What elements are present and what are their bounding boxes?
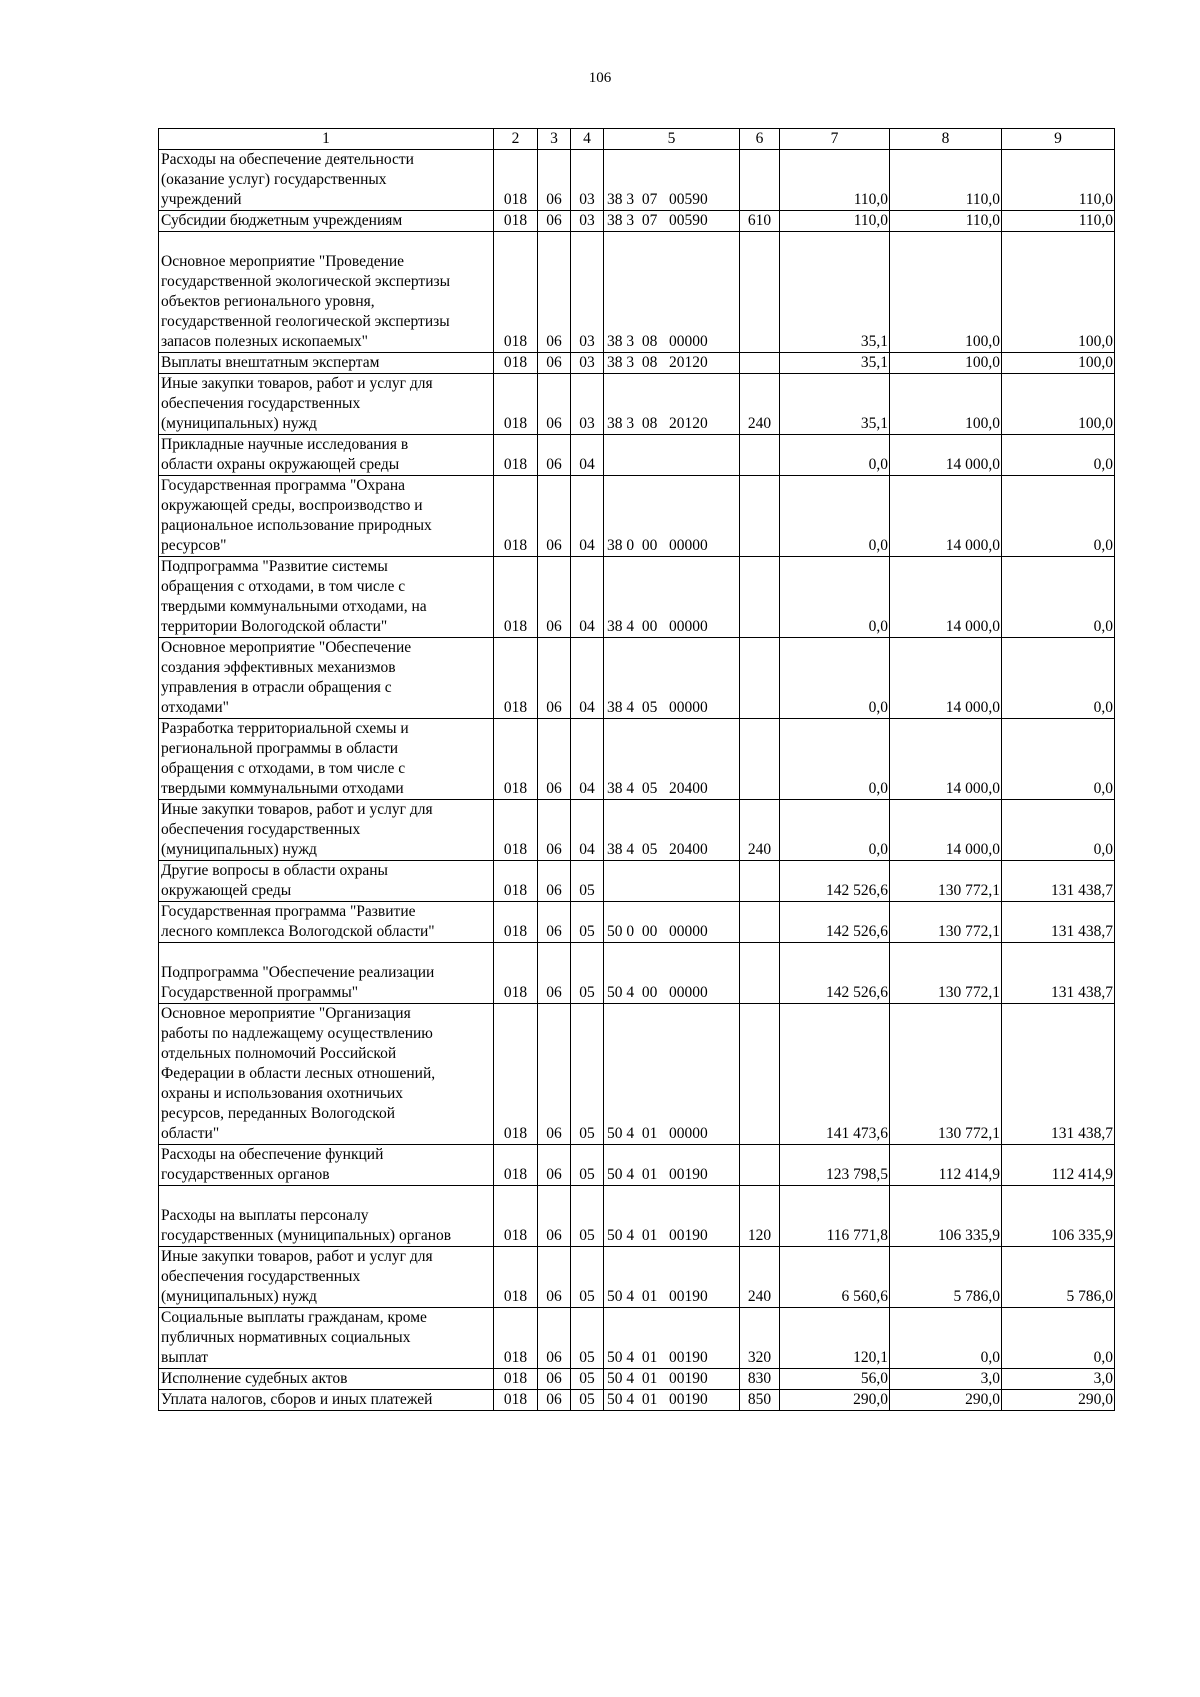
amount-col7-cell: 0,0 [780, 435, 890, 476]
amount-col7-cell: 0,0 [780, 638, 890, 719]
code-pr-cell: 05 [571, 943, 604, 1004]
row-name-line: обеспечения государственных [161, 1268, 361, 1285]
code-gr-cell: 018 [494, 719, 538, 800]
code-csr-cell: 38 4 05 20400 [604, 800, 740, 861]
header-cell: 1 [159, 129, 494, 150]
code-rz-cell: 06 [538, 232, 571, 353]
table-row [159, 1004, 1115, 1145]
code-rz-cell: 06 [538, 902, 571, 943]
row-name-line: отходами" [161, 699, 229, 716]
table-row [159, 1145, 1115, 1186]
row-name-line: Иные закупки товаров, работ и услуг для [161, 375, 433, 392]
amount-col7-cell: 35,1 [780, 232, 890, 353]
row-name-line: управления в отрасли обращения с [161, 679, 392, 696]
row-name-line: выплат [161, 1349, 209, 1366]
table-row [159, 374, 1115, 435]
row-name-line: Государственная программа "Развитие [161, 903, 416, 920]
row-name-cell [159, 1390, 494, 1411]
row-name-line: твердыми коммунальными отходами, на [161, 598, 427, 615]
row-name-line: (муниципальных) нужд [161, 841, 317, 858]
row-name-cell [159, 638, 494, 719]
row-name-cell [159, 1247, 494, 1308]
code-pr-cell: 05 [571, 1247, 604, 1308]
amount-col9-cell: 290,0 [1002, 1390, 1115, 1411]
row-name-line: лесного комплекса Вологодской области" [161, 923, 435, 940]
row-name-line: Подпрограмма "Обеспечение реализации [161, 964, 435, 981]
row-name-cell [159, 902, 494, 943]
code-vr-cell [740, 435, 780, 476]
amount-col7-cell: 35,1 [780, 374, 890, 435]
table-row [159, 353, 1115, 374]
amount-col9-cell: 110,0 [1002, 211, 1115, 232]
code-rz-cell: 06 [538, 638, 571, 719]
code-pr-cell: 03 [571, 211, 604, 232]
code-vr-cell: 830 [740, 1369, 780, 1390]
code-csr-cell: 50 4 00 00000 [604, 943, 740, 1004]
code-gr-cell: 018 [494, 638, 538, 719]
amount-col9-cell: 5 786,0 [1002, 1247, 1115, 1308]
code-pr-cell: 03 [571, 353, 604, 374]
row-name-line: обращения с отходами, в том числе с [161, 578, 406, 595]
amount-col8-cell: 130 772,1 [890, 861, 1002, 902]
row-name-line: Основное мероприятие "Обеспечение [161, 639, 412, 656]
amount-col7-cell: 56,0 [780, 1369, 890, 1390]
code-pr-cell: 04 [571, 557, 604, 638]
row-name-line: Иные закупки товаров, работ и услуг для [161, 1248, 433, 1265]
budget-table [158, 128, 1115, 1411]
row-name-line: Уплата налогов, сборов и иных платежей [161, 1391, 433, 1408]
row-name-line: работы по надлежащему осуществлению [161, 1025, 433, 1042]
row-name-line: Расходы на обеспечение функций [161, 1146, 384, 1163]
row-name-line: ресурсов, переданных Вологодской [161, 1105, 396, 1122]
amount-col7-cell: 123 798,5 [780, 1145, 890, 1186]
row-name-line: создания эффективных механизмов [161, 659, 396, 676]
amount-col9-cell: 110,0 [1002, 150, 1115, 211]
table-row [159, 1247, 1115, 1308]
row-name-line: Иные закупки товаров, работ и услуг для [161, 801, 433, 818]
row-name-line: области" [161, 1125, 220, 1142]
amount-col7-cell: 290,0 [780, 1390, 890, 1411]
code-vr-cell: 240 [740, 374, 780, 435]
code-rz-cell: 06 [538, 1247, 571, 1308]
budget-table-wrapper [158, 128, 1115, 1411]
code-vr-cell [740, 638, 780, 719]
row-name-line: Расходы на обеспечение деятельности [161, 151, 414, 168]
row-name-cell [159, 1004, 494, 1145]
code-csr-cell: 50 4 01 00190 [604, 1145, 740, 1186]
amount-col8-cell: 290,0 [890, 1390, 1002, 1411]
header-cell: 3 [538, 129, 571, 150]
row-name-cell [159, 211, 494, 232]
amount-col8-cell: 0,0 [890, 1308, 1002, 1369]
code-pr-cell: 05 [571, 861, 604, 902]
code-gr-cell: 018 [494, 476, 538, 557]
row-name-cell [159, 353, 494, 374]
table-row [159, 557, 1115, 638]
code-gr-cell: 018 [494, 1390, 538, 1411]
row-name-line: окружающей среды [161, 882, 292, 899]
code-rz-cell: 06 [538, 353, 571, 374]
row-name-line: учреждений [161, 191, 242, 208]
row-name-cell [159, 1145, 494, 1186]
row-name-line: Подпрограмма "Развитие системы [161, 558, 388, 575]
code-rz-cell: 06 [538, 557, 571, 638]
row-name-line: окружающей среды, воспроизводство и [161, 497, 423, 514]
code-gr-cell: 018 [494, 943, 538, 1004]
row-name-cell [159, 150, 494, 211]
code-gr-cell: 018 [494, 374, 538, 435]
amount-col7-cell: 116 771,8 [780, 1186, 890, 1247]
amount-col8-cell: 14 000,0 [890, 476, 1002, 557]
amount-col9-cell: 0,0 [1002, 638, 1115, 719]
code-csr-cell [604, 861, 740, 902]
amount-col9-cell: 0,0 [1002, 800, 1115, 861]
row-name-line: Расходы на выплаты персоналу [161, 1207, 369, 1224]
header-cell: 7 [780, 129, 890, 150]
table-row [159, 638, 1115, 719]
amount-col8-cell: 100,0 [890, 232, 1002, 353]
code-csr-cell: 38 3 07 00590 [604, 211, 740, 232]
code-pr-cell: 05 [571, 1390, 604, 1411]
row-name-line: региональной программы в области [161, 740, 399, 757]
code-gr-cell: 018 [494, 861, 538, 902]
code-rz-cell: 06 [538, 1004, 571, 1145]
header-row [159, 129, 1115, 150]
code-csr-cell: 38 0 00 00000 [604, 476, 740, 557]
code-csr-cell: 38 3 08 20120 [604, 374, 740, 435]
header-cell: 4 [571, 129, 604, 150]
code-csr-cell: 38 4 00 00000 [604, 557, 740, 638]
amount-col7-cell: 0,0 [780, 476, 890, 557]
code-gr-cell: 018 [494, 800, 538, 861]
amount-col8-cell: 110,0 [890, 150, 1002, 211]
amount-col8-cell: 130 772,1 [890, 1004, 1002, 1145]
table-row [159, 800, 1115, 861]
amount-col9-cell: 0,0 [1002, 476, 1115, 557]
header-cell: 9 [1002, 129, 1115, 150]
row-name-line: обеспечения государственных [161, 821, 361, 838]
amount-col9-cell: 112 414,9 [1002, 1145, 1115, 1186]
code-csr-cell: 50 4 01 00190 [604, 1369, 740, 1390]
code-pr-cell: 05 [571, 1004, 604, 1145]
row-name-line: Государственной программы" [161, 984, 359, 1001]
amount-col9-cell: 0,0 [1002, 557, 1115, 638]
row-name-line: Выплаты внештатным экспертам [161, 354, 380, 371]
code-rz-cell: 06 [538, 1390, 571, 1411]
row-name-line: области охраны окружающей среды [161, 456, 400, 473]
amount-col9-cell: 100,0 [1002, 374, 1115, 435]
row-name-line: Другие вопросы в области охраны [161, 862, 388, 879]
code-rz-cell: 06 [538, 150, 571, 211]
code-rz-cell: 06 [538, 435, 571, 476]
row-name-line: Государственная программа "Охрана [161, 477, 406, 494]
row-name-line: государственных (муниципальных) органов [161, 1227, 452, 1244]
row-name-cell [159, 374, 494, 435]
code-rz-cell: 06 [538, 861, 571, 902]
code-csr-cell: 50 4 01 00000 [604, 1004, 740, 1145]
code-vr-cell [740, 861, 780, 902]
table-row [159, 943, 1115, 1004]
row-name-cell [159, 1369, 494, 1390]
row-name-cell [159, 800, 494, 861]
code-vr-cell [740, 1145, 780, 1186]
row-name-line: (муниципальных) нужд [161, 415, 317, 432]
row-name-cell [159, 719, 494, 800]
code-pr-cell: 03 [571, 150, 604, 211]
amount-col9-cell: 3,0 [1002, 1369, 1115, 1390]
row-name-line: Социальные выплаты гражданам, кроме [161, 1309, 427, 1326]
code-csr-cell: 38 4 05 00000 [604, 638, 740, 719]
code-pr-cell: 04 [571, 719, 604, 800]
row-name-line: охраны и использования охотничьих [161, 1085, 404, 1102]
amount-col8-cell: 112 414,9 [890, 1145, 1002, 1186]
code-pr-cell: 04 [571, 800, 604, 861]
code-gr-cell: 018 [494, 902, 538, 943]
code-gr-cell: 018 [494, 1247, 538, 1308]
row-name-cell [159, 1308, 494, 1369]
code-vr-cell [740, 353, 780, 374]
table-row [159, 232, 1115, 353]
row-name-cell [159, 557, 494, 638]
amount-col8-cell: 3,0 [890, 1369, 1002, 1390]
amount-col9-cell: 106 335,9 [1002, 1186, 1115, 1247]
amount-col8-cell: 14 000,0 [890, 638, 1002, 719]
amount-col9-cell: 100,0 [1002, 232, 1115, 353]
code-gr-cell: 018 [494, 1004, 538, 1145]
table-row [159, 1390, 1115, 1411]
row-name-cell [159, 1186, 494, 1247]
header-cell: 6 [740, 129, 780, 150]
row-name-cell [159, 861, 494, 902]
row-name-line: ресурсов" [161, 537, 227, 554]
code-gr-cell: 018 [494, 557, 538, 638]
amount-col7-cell: 110,0 [780, 211, 890, 232]
code-vr-cell: 120 [740, 1186, 780, 1247]
table-row [159, 861, 1115, 902]
code-pr-cell: 05 [571, 1308, 604, 1369]
amount-col7-cell: 35,1 [780, 353, 890, 374]
amount-col9-cell: 131 438,7 [1002, 902, 1115, 943]
code-pr-cell: 03 [571, 232, 604, 353]
table-row [159, 435, 1115, 476]
row-name-line: Федерации в области лесных отношений, [161, 1065, 436, 1082]
row-name-line: государственных органов [161, 1166, 330, 1183]
amount-col8-cell: 100,0 [890, 374, 1002, 435]
row-name-line: Основное мероприятие "Организация [161, 1005, 411, 1022]
row-name-line: (муниципальных) нужд [161, 1288, 317, 1305]
row-name-line: объектов регионального уровня, [161, 293, 375, 310]
amount-col9-cell: 131 438,7 [1002, 1004, 1115, 1145]
code-csr-cell: 38 3 08 00000 [604, 232, 740, 353]
row-name-line: рациональное использование природных [161, 517, 432, 534]
amount-col7-cell: 0,0 [780, 719, 890, 800]
row-name-line: государственной экологической экспертизы [161, 273, 451, 290]
amount-col8-cell: 110,0 [890, 211, 1002, 232]
code-vr-cell [740, 150, 780, 211]
code-gr-cell: 018 [494, 232, 538, 353]
code-gr-cell: 018 [494, 1145, 538, 1186]
code-rz-cell: 06 [538, 211, 571, 232]
code-csr-cell [604, 435, 740, 476]
row-name-line: Субсидии бюджетным учреждениям [161, 212, 403, 229]
row-name-line: Разработка территориальной схемы и [161, 720, 409, 737]
row-name-line: Основное мероприятие "Проведение [161, 253, 405, 270]
code-csr-cell: 50 4 01 00190 [604, 1247, 740, 1308]
amount-col7-cell: 142 526,6 [780, 902, 890, 943]
code-vr-cell [740, 476, 780, 557]
amount-col7-cell: 142 526,6 [780, 943, 890, 1004]
amount-col8-cell: 14 000,0 [890, 435, 1002, 476]
row-name-line: Прикладные научные исследования в [161, 436, 409, 453]
code-vr-cell: 320 [740, 1308, 780, 1369]
amount-col7-cell: 0,0 [780, 557, 890, 638]
row-name-cell [159, 435, 494, 476]
code-vr-cell [740, 719, 780, 800]
amount-col7-cell: 142 526,6 [780, 861, 890, 902]
code-csr-cell: 38 4 05 20400 [604, 719, 740, 800]
row-name-cell [159, 232, 494, 353]
amount-col9-cell: 131 438,7 [1002, 943, 1115, 1004]
amount-col7-cell: 120,1 [780, 1308, 890, 1369]
amount-col7-cell: 0,0 [780, 800, 890, 861]
row-name-line: (оказание услуг) государственных [161, 171, 387, 188]
amount-col9-cell: 0,0 [1002, 719, 1115, 800]
row-name-line: запасов полезных ископаемых" [161, 333, 368, 350]
code-rz-cell: 06 [538, 800, 571, 861]
table-body [159, 150, 1115, 1411]
code-pr-cell: 04 [571, 638, 604, 719]
table-row [159, 150, 1115, 211]
code-pr-cell: 04 [571, 476, 604, 557]
amount-col9-cell: 131 438,7 [1002, 861, 1115, 902]
code-vr-cell [740, 902, 780, 943]
code-gr-cell: 018 [494, 150, 538, 211]
code-rz-cell: 06 [538, 476, 571, 557]
amount-col8-cell: 14 000,0 [890, 800, 1002, 861]
amount-col9-cell: 100,0 [1002, 353, 1115, 374]
row-name-line: государственной геологической экспертизы [161, 313, 450, 330]
code-vr-cell [740, 557, 780, 638]
amount-col8-cell: 130 772,1 [890, 943, 1002, 1004]
code-pr-cell: 05 [571, 1186, 604, 1247]
amount-col9-cell: 0,0 [1002, 435, 1115, 476]
code-rz-cell: 06 [538, 1308, 571, 1369]
code-pr-cell: 03 [571, 374, 604, 435]
amount-col8-cell: 14 000,0 [890, 719, 1002, 800]
code-csr-cell: 50 4 01 00190 [604, 1390, 740, 1411]
table-row [159, 719, 1115, 800]
table-row [159, 1308, 1115, 1369]
code-vr-cell [740, 943, 780, 1004]
table-row [159, 1369, 1115, 1390]
code-csr-cell: 38 3 08 20120 [604, 353, 740, 374]
code-rz-cell: 06 [538, 1369, 571, 1390]
amount-col8-cell: 130 772,1 [890, 902, 1002, 943]
row-name-line: обращения с отходами, в том числе с [161, 760, 406, 777]
code-pr-cell: 04 [571, 435, 604, 476]
code-rz-cell: 06 [538, 719, 571, 800]
row-name-line: территории Вологодской области" [161, 618, 388, 635]
row-name-line: обеспечения государственных [161, 395, 361, 412]
amount-col8-cell: 14 000,0 [890, 557, 1002, 638]
header-cell: 2 [494, 129, 538, 150]
code-pr-cell: 05 [571, 1369, 604, 1390]
code-vr-cell [740, 1004, 780, 1145]
amount-col7-cell: 6 560,6 [780, 1247, 890, 1308]
amount-col9-cell: 0,0 [1002, 1308, 1115, 1369]
code-gr-cell: 018 [494, 1308, 538, 1369]
code-gr-cell: 018 [494, 1186, 538, 1247]
code-rz-cell: 06 [538, 1186, 571, 1247]
code-gr-cell: 018 [494, 353, 538, 374]
code-csr-cell: 50 4 01 00190 [604, 1308, 740, 1369]
table-row [159, 1186, 1115, 1247]
page-number: 106 [588, 70, 612, 86]
code-vr-cell: 850 [740, 1390, 780, 1411]
code-vr-cell: 240 [740, 1247, 780, 1308]
code-rz-cell: 06 [538, 374, 571, 435]
code-csr-cell: 50 0 00 00000 [604, 902, 740, 943]
row-name-line: отдельных полномочий Российской [161, 1045, 397, 1062]
code-csr-cell: 38 3 07 00590 [604, 150, 740, 211]
table-row [159, 902, 1115, 943]
code-csr-cell: 50 4 01 00190 [604, 1186, 740, 1247]
row-name-line: Исполнение судебных актов [161, 1370, 348, 1387]
code-vr-cell [740, 232, 780, 353]
code-gr-cell: 018 [494, 1369, 538, 1390]
amount-col7-cell: 141 473,6 [780, 1004, 890, 1145]
header-cell: 8 [890, 129, 1002, 150]
row-name-line: твердыми коммунальными отходами [161, 780, 404, 797]
row-name-cell [159, 943, 494, 1004]
code-gr-cell: 018 [494, 211, 538, 232]
code-vr-cell: 610 [740, 211, 780, 232]
amount-col7-cell: 110,0 [780, 150, 890, 211]
amount-col8-cell: 100,0 [890, 353, 1002, 374]
code-pr-cell: 05 [571, 902, 604, 943]
row-name-line: публичных нормативных социальных [161, 1329, 411, 1346]
amount-col8-cell: 5 786,0 [890, 1247, 1002, 1308]
code-rz-cell: 06 [538, 943, 571, 1004]
header-cell: 5 [604, 129, 740, 150]
code-gr-cell: 018 [494, 435, 538, 476]
code-rz-cell: 06 [538, 1145, 571, 1186]
table-row [159, 211, 1115, 232]
table-row [159, 476, 1115, 557]
row-name-cell [159, 476, 494, 557]
amount-col8-cell: 106 335,9 [890, 1186, 1002, 1247]
code-pr-cell: 05 [571, 1145, 604, 1186]
code-vr-cell: 240 [740, 800, 780, 861]
